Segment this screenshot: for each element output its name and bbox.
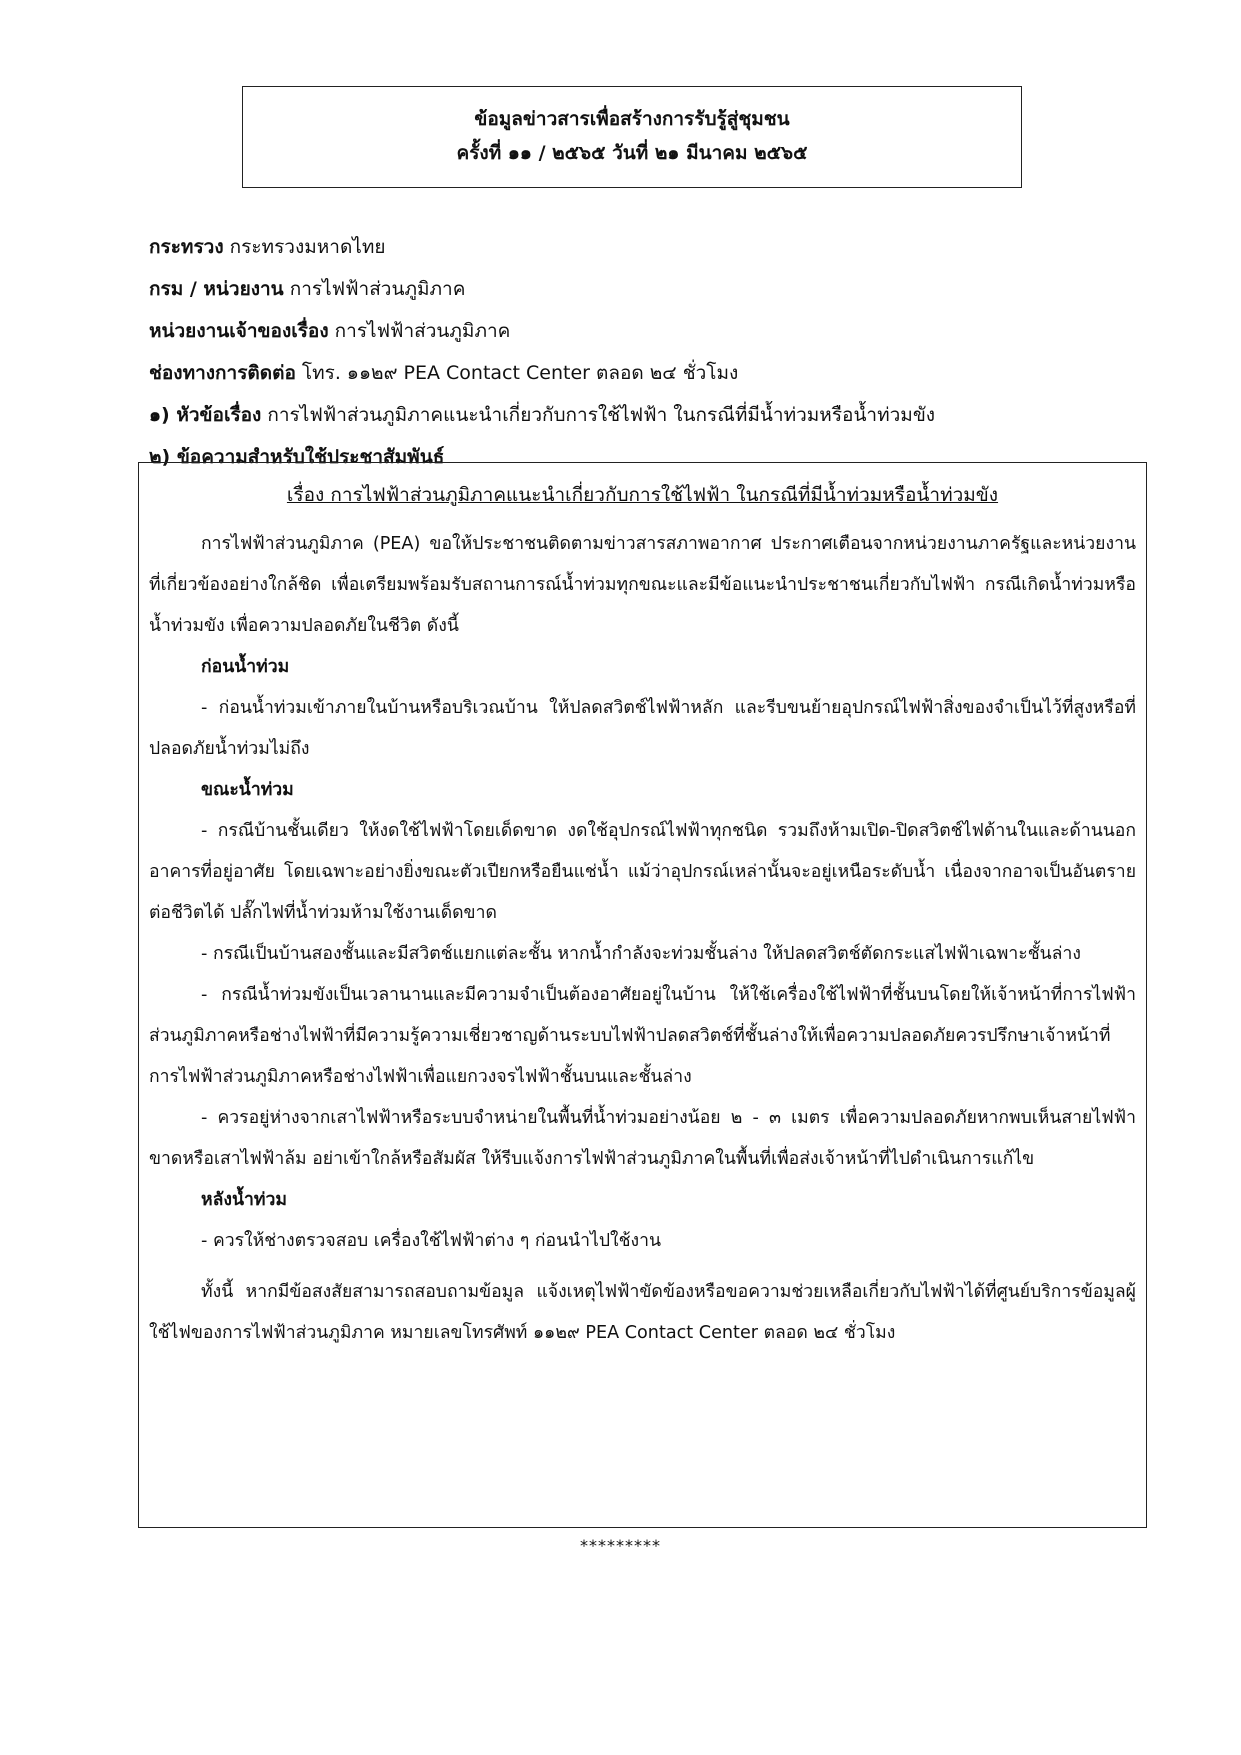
pr-message-box bbox=[138, 462, 1147, 1528]
contact-label: ช่องทางการติดต่อ bbox=[149, 362, 296, 384]
topic-label: ๑) หัวข้อเรื่อง bbox=[149, 404, 262, 426]
department-value: การไฟฟ้าส่วนภูมิภาค bbox=[283, 278, 466, 300]
message-subject: เรื่อง การไฟฟ้าส่วนภูมิภาคแนะนำเกี่ยวกับการใช้ไฟฟ้า ในกรณีที่มีน้ำท่วมหรือน้ำท่วมขัง bbox=[286, 484, 999, 506]
during-flood-item: - กรณีเป็นบ้านสองชั้นและมีสวิตช์แยกแต่ละชั้น หากน้ำกำลังจะท่วมชั้นล่าง ให้ปลดสวิตช์ตัดกระแสไฟฟ้าเฉพาะชั้นล่าง bbox=[201, 944, 1081, 964]
department-row bbox=[149, 268, 1149, 310]
document-metadata bbox=[149, 226, 1149, 478]
topic-value: การไฟฟ้าส่วนภูมิภาคแนะนำเกี่ยวกับการใช้ไฟฟ้า ในกรณีที่มีน้ำท่วมหรือน้ำท่วมขัง bbox=[261, 404, 936, 426]
owner-value: การไฟฟ้าส่วนภูมิภาค bbox=[328, 320, 511, 342]
contact-row bbox=[149, 352, 1149, 394]
ministry-value: กระทรวงมหาดไทย bbox=[223, 236, 386, 258]
closing-paragraph: ทั้งนี้ หากมีข้อสงสัยสามารถสอบถามข้อมูล แจ้งเหตุไฟฟ้าขัดข้องหรือขอความช่วยเหลือเกี่ยวกับไฟฟ้าได้ที่ศูนย์บริการข้อมูลผู้ใช้ไฟของการไฟฟ้าส่วนภูมิภาค หมายเลขโทรศัพท์ ๑๑๒๙ PEA Contact Center ตลอด ๒๔ ชั่วโมง bbox=[149, 1282, 1136, 1343]
during-flood-heading: ขณะน้ำท่วม bbox=[201, 780, 294, 800]
ministry-row bbox=[149, 226, 1149, 268]
during-flood-item: - กรณีน้ำท่วมขังเป็นเวลานานและมีความจำเป็นต้องอาศัยอยู่ในบ้าน ให้ใช้เครื่องใช้ไฟฟ้าที่ชั้นบนโดยให้เจ้าหน้าที่การไฟฟ้าส่วนภูมิภาคหรือช่างไฟฟ้าที่มีความรู้ความเชี่ยวชาญด้านระบบไฟฟ้าปลดสวิตช์ที่ชั้นล่างให้เพื่อความปลอดภัยควรปรึกษาเจ้าหน้าที่การไฟฟ้าส่วนภูมิภาคหรือช่างไฟฟ้าเพื่อแยกวงจรไฟฟ้าชั้นบนและชั้นล่าง bbox=[149, 985, 1136, 1087]
owner-row bbox=[149, 310, 1149, 352]
message-body bbox=[149, 524, 1136, 1354]
issue-number-date: ครั้งที่ ๑๑ / ๒๕๖๕ วันที่ ๒๑ มีนาคม ๒๕๖๕ bbox=[456, 142, 808, 164]
ministry-label: กระทรวง bbox=[149, 236, 224, 258]
intro-paragraph: การไฟฟ้าส่วนภูมิภาค (PEA) ขอให้ประชาชนติดตามข่าวสารสภาพอากาศ ประกาศเตือนจากหน่วยงานภาครัฐและหน่วยงานที่เกี่ยวข้องอย่างใกล้ชิด เพื่อเตรียมพร้อมรับสถานการณ์น้ำท่วมทุกขณะและมีข้อแนะนำประชาชนเกี่ยวกับไฟฟ้า กรณีเกิดน้ำท่วมหรือน้ำท่วมขัง เพื่อความปลอดภัยในชีวิต ดังนี้ bbox=[149, 534, 1136, 636]
owner-label: หน่วยงานเจ้าของเรื่อง bbox=[149, 320, 329, 342]
before-flood-heading: ก่อนน้ำท่วม bbox=[201, 657, 290, 677]
contact-value: โทร. ๑๑๒๙ PEA Contact Center ตลอด ๒๔ ชั่วโมง bbox=[295, 362, 739, 384]
during-flood-item: - ควรอยู่ห่างจากเสาไฟฟ้าหรือระบบจำหน่ายในพื้นที่น้ำท่วมอย่างน้อย ๒ - ๓ เมตร เพื่อความปลอดภัยหากพบเห็นสายไฟฟ้าขาดหรือเสาไฟฟ้าล้ม อย่าเข้าใกล้หรือสัมผัส ให้รีบแจ้งการไฟฟ้าส่วนภูมิภาคในพื้นที่เพื่อส่งเจ้าหน้าที่ไปดำเนินการแก้ไข bbox=[149, 1108, 1136, 1169]
before-flood-item: - ก่อนน้ำท่วมเข้าภายในบ้านหรือบริเวณบ้าน ให้ปลดสวิตช์ไฟฟ้าหลัก และรีบขนย้ายอุปกรณ์ไฟฟ้าสิ่งของจำเป็นไว้ที่สูงหรือที่ปลอดภัยน้ำท่วมไม่ถึง bbox=[149, 698, 1136, 759]
end-separator: ********* bbox=[580, 1536, 661, 1555]
after-flood-item: - ควรให้ช่างตรวจสอบ เครื่องใช้ไฟฟ้าต่าง ๆ ก่อนนำไปใช้งาน bbox=[201, 1231, 662, 1251]
topic-row bbox=[149, 394, 1149, 436]
document-title: ข้อมูลข่าวสารเพื่อสร้างการรับรู้สู่ชุมชน bbox=[474, 108, 790, 130]
pr-message-label: ๒) ข้อความสำหรับใช้ประชาสัมพันธ์ bbox=[149, 446, 445, 468]
department-label: กรม / หน่วยงาน bbox=[149, 278, 284, 300]
after-flood-heading: หลังน้ำท่วม bbox=[201, 1190, 287, 1210]
document-header-box bbox=[242, 86, 1022, 188]
during-flood-item: - กรณีบ้านชั้นเดียว ให้งดใช้ไฟฟ้าโดยเด็ดขาด งดใช้อุปกรณ์ไฟฟ้าทุกชนิด รวมถึงห้ามเปิด-ปิดสวิตช์ไฟด้านในและด้านนอกอาคารที่อยู่อาศัย โดยเฉพาะอย่างยิ่งขณะตัวเปียกหรือยืนแช่น้ำ แม้ว่าอุปกรณ์เหล่านั้นจะอยู่เหนือระดับน้ำ เนื่องจากอาจเป็นอันตรายต่อชีวิตได้ ปลั๊กไฟที่น้ำท่วมห้ามใช้งานเด็ดขาด bbox=[149, 821, 1136, 923]
